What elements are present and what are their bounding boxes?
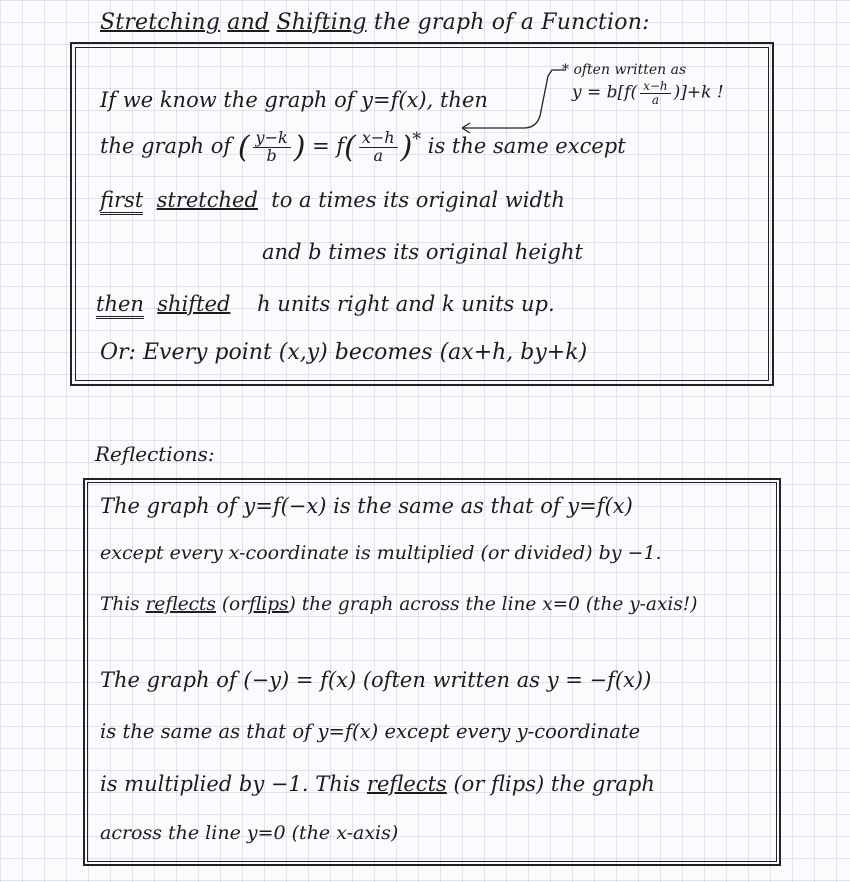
p1-or: (or (221, 594, 250, 615)
reflect-p2-line3 (100, 772, 655, 796)
side-note-label: * often written as (562, 62, 687, 78)
paren-open-2: ( (344, 130, 356, 165)
fraction-x-den: a (373, 146, 383, 165)
side-note-post: )]+k ! (673, 82, 724, 103)
fraction-x (359, 130, 398, 165)
line5-rest: h units right and k units up. (257, 292, 555, 316)
title-stretching: Stretching (100, 10, 221, 35)
word-stretched: stretched (156, 188, 258, 212)
line2-post: is the same except (427, 134, 626, 158)
side-note-pre: y = b[f( (572, 82, 638, 103)
fraction-y-num: y−k (253, 130, 291, 148)
reflect-p1-line1: The graph of y=f(−x) is the same as that of y=f(x) (100, 494, 633, 518)
p2-post: (or flips) the graph (453, 772, 655, 796)
line-every-point: Or: Every point (x,y) becomes (ax+h, by+k) (100, 340, 588, 365)
fraction-x-num: x−h (359, 130, 398, 148)
reflections-heading: Reflections: (95, 442, 215, 466)
line2-pre: the graph of (100, 134, 232, 158)
line-if-we-know: If we know the graph of y=f(x), then (100, 88, 488, 112)
page-title (100, 10, 650, 35)
reflect-p2-line2: is the same as that of y=f(x) except every y-coordinate (100, 720, 641, 743)
paren-close-2: ) (400, 130, 413, 165)
word-flips-1: flips (249, 594, 289, 615)
line3-rest: to a times its original width (271, 188, 565, 212)
side-note-fraction (640, 80, 671, 106)
equals-f: = f (312, 134, 345, 158)
line-b-times: and b times its original height (262, 240, 583, 264)
side-note-arrow (448, 58, 578, 138)
p1-post: ) the graph across the line x=0 (the y-axis!) (288, 594, 698, 615)
side-note-den: a (651, 92, 659, 107)
paren-open: ( (237, 130, 250, 165)
line-then-shifted (96, 292, 555, 316)
line-first-stretched (100, 188, 565, 212)
word-reflects-1: reflects (145, 594, 216, 615)
star-mark: * (412, 130, 422, 150)
word-shifted: shifted (157, 292, 231, 316)
fraction-y-den: b (266, 146, 277, 165)
reflect-p2-line1: The graph of (−y) = f(x) (often written as y = −f(x)) (100, 668, 652, 692)
word-then: then (96, 292, 144, 319)
fraction-y (253, 130, 291, 165)
p2-pre: is multiplied by −1. This (100, 772, 361, 796)
reflect-p2-line4: across the line y=0 (the x-axis) (100, 822, 399, 844)
word-first: first (100, 188, 143, 215)
paren-close: ) (293, 130, 306, 165)
reflect-p1-line2: except every x-coordinate is multiplied (or divided) by −1. (100, 542, 662, 564)
reflect-p1-line3 (100, 594, 697, 615)
side-note-formula (572, 80, 724, 106)
title-shifting: Shifting (276, 10, 367, 35)
word-reflects-2: reflects (366, 772, 447, 796)
title-rest: the graph of a Function: (373, 10, 650, 35)
line-the-graph-of (100, 130, 626, 165)
side-note-num: x−h (640, 80, 671, 94)
title-and: and (227, 10, 270, 35)
p1-this: This (100, 594, 140, 615)
